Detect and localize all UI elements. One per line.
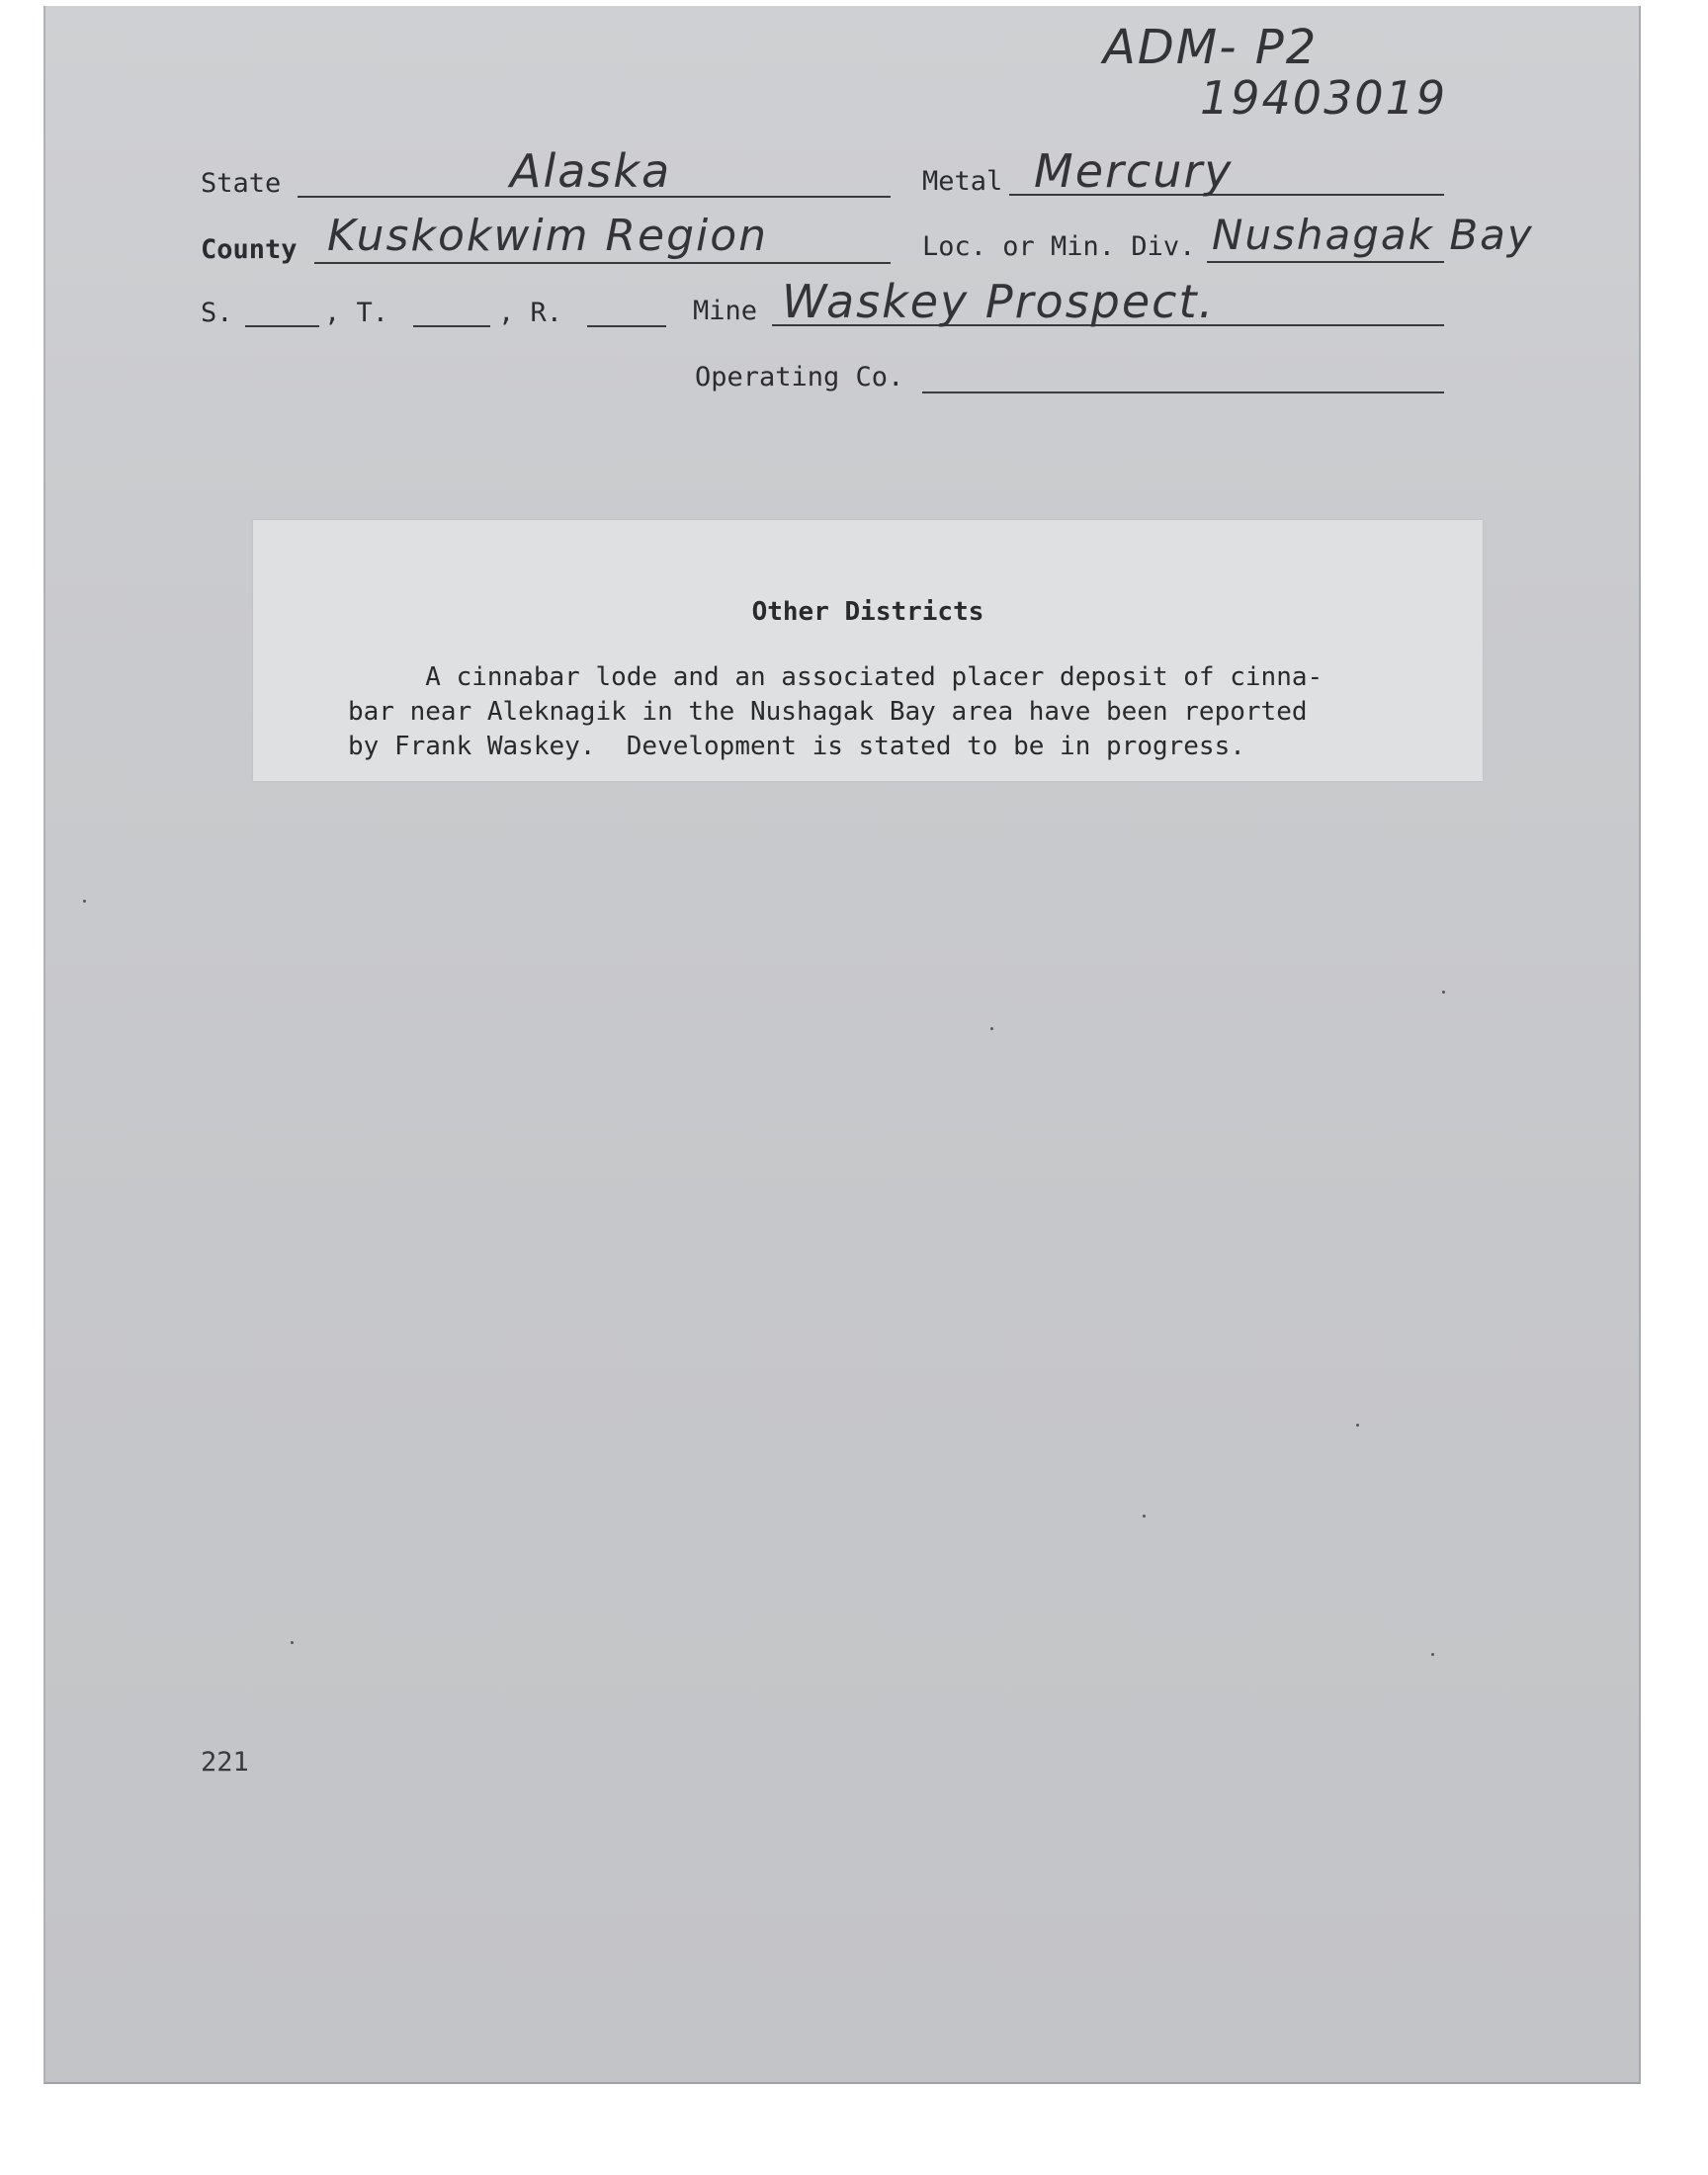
clipping-line: A cinnabar lode and an associated placer deposit of cinna- <box>348 662 1324 692</box>
metal-value: Mercury <box>1034 144 1234 198</box>
clipping-heading: Other Districts <box>751 597 984 627</box>
township-line <box>413 325 490 327</box>
county-line <box>314 262 891 264</box>
loc-label: Loc. or Min. Div. <box>922 231 1196 262</box>
scan-speck <box>1356 1424 1359 1427</box>
pasted-clipping <box>253 520 1483 781</box>
scan-speck <box>1442 991 1445 994</box>
county-value: Kuskokwim Region <box>327 211 769 261</box>
scanned-page <box>43 6 1641 2084</box>
loc-value: Nushagak Bay <box>1212 211 1534 259</box>
range-label: , R. <box>498 298 563 328</box>
scan-speck <box>990 1027 993 1030</box>
section-line <box>245 325 319 327</box>
range-line <box>587 325 666 327</box>
scan-speck <box>1143 1515 1146 1518</box>
clipping-paragraph <box>348 660 1396 764</box>
mine-label: Mine <box>693 296 758 326</box>
adm-code-mark: ADM- P2 <box>1103 20 1319 75</box>
scan-speck <box>83 900 86 903</box>
mine-value: Waskey Prospect. <box>782 275 1216 328</box>
clipping-line: bar near Aleknagik in the Nushagak Bay area have been reported <box>348 697 1308 727</box>
loc-line <box>1207 261 1444 263</box>
township-label: , T. <box>324 298 389 328</box>
operating-co-line <box>922 392 1444 393</box>
page-number: 221 <box>201 1747 249 1778</box>
section-label: S. <box>201 298 233 328</box>
operating-co-label: Operating Co. <box>695 362 904 392</box>
state-value: Alaska <box>510 144 672 198</box>
scan-speck <box>1431 1653 1434 1656</box>
adm-number-mark: 19403019 <box>1200 71 1448 125</box>
metal-label: Metal <box>922 166 1003 197</box>
county-label: County <box>201 234 298 265</box>
state-label: State <box>201 168 282 199</box>
scan-speck <box>291 1641 294 1644</box>
clipping-line: by Frank Waskey. Development is stated to be in progress. <box>348 732 1245 761</box>
